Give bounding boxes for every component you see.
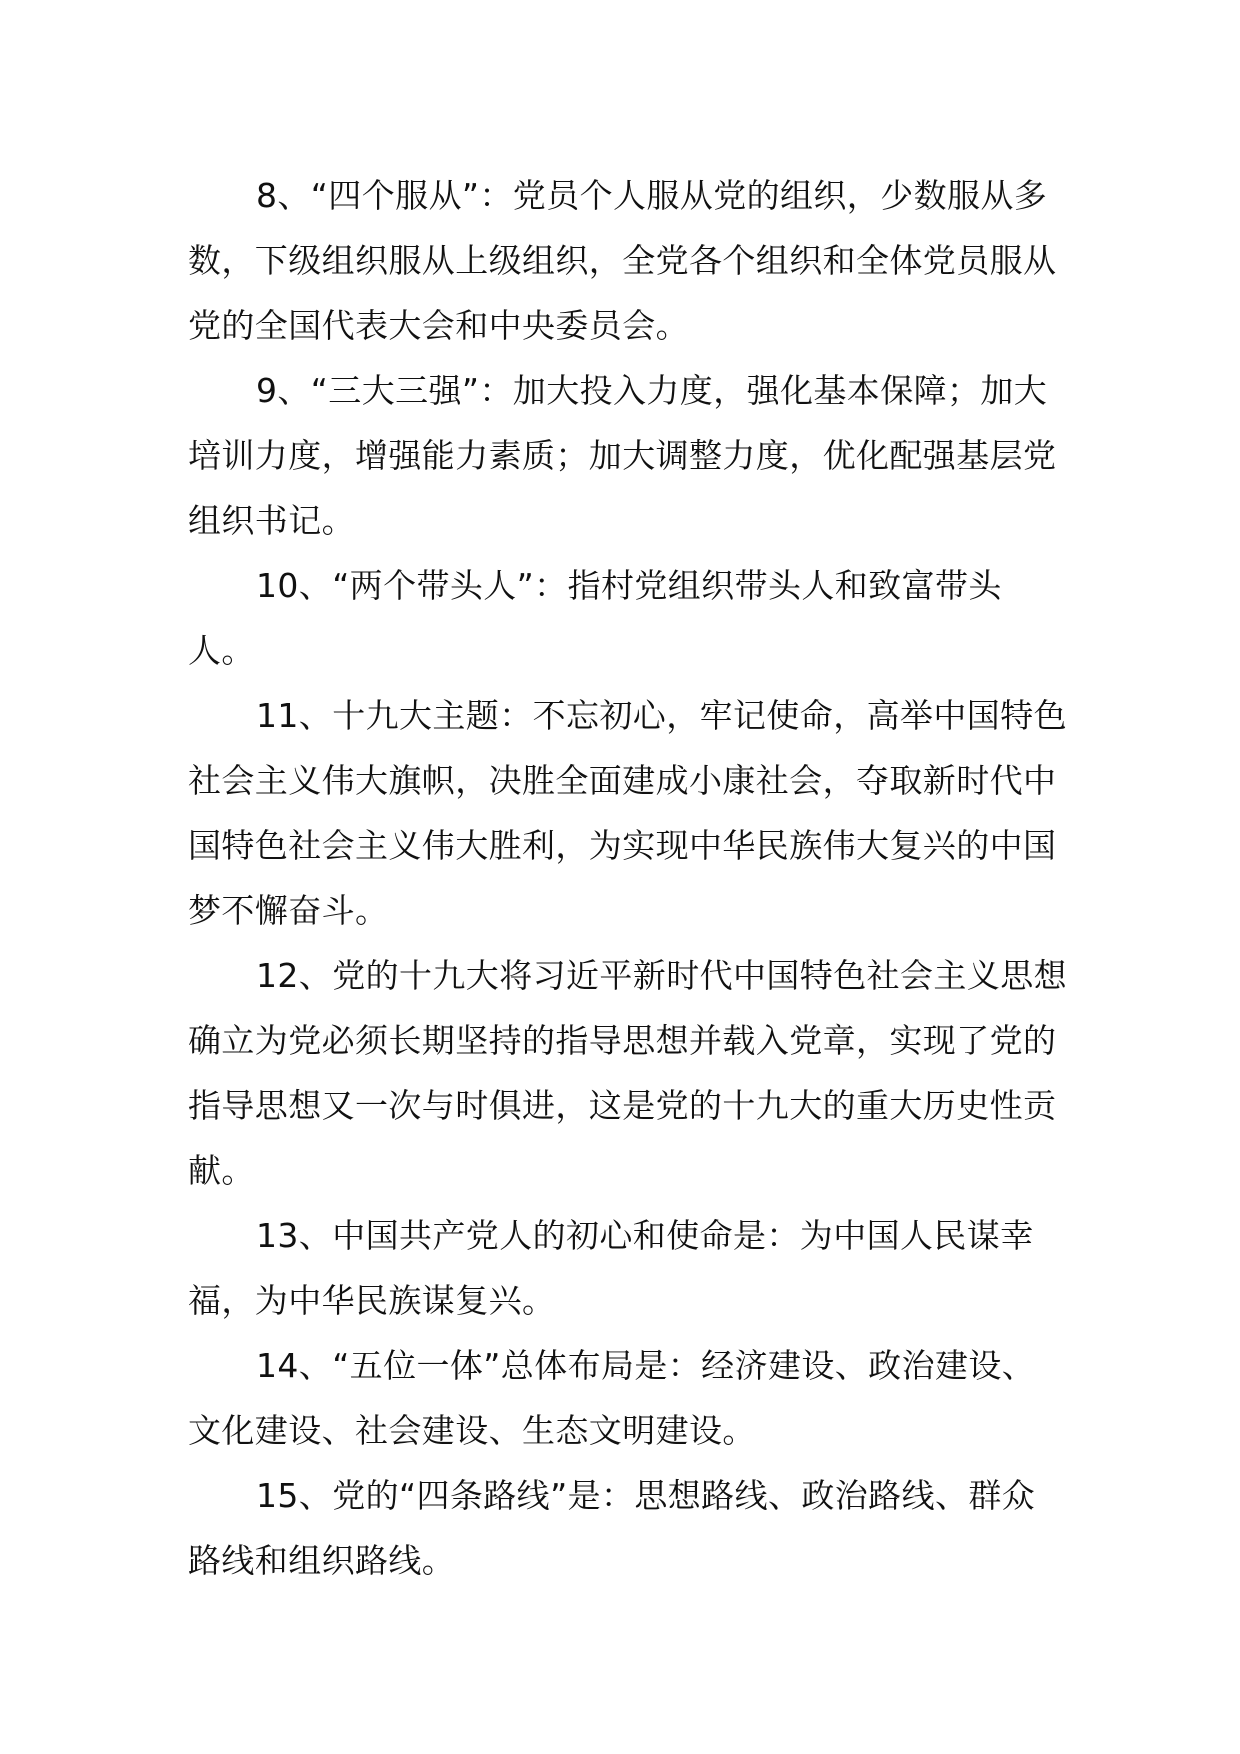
- document-body: [188, 163, 1068, 1593]
- paragraph-item-8: 8、“四个服从”：党员个人服从党的组织，少数服从多数，下级组织服从上级组织，全党各个组织和全体党员服从党的全国代表大会和中央委员会。: [188, 176, 1057, 345]
- paragraph-item-9: 9、“三大三强”：加大投入力度，强化基本保障；加大培训力度，增强能力素质；加大调整力度，优化配强基层党组织书记。: [188, 371, 1057, 540]
- paragraph-item-10: 10、“两个带头人”：指村党组织带头人和致富带头人。: [188, 566, 1002, 670]
- paragraph-item-13: 13、中国共产党人的初心和使命是：为中国人民谋幸福，为中华民族谋复兴。: [188, 1216, 1034, 1320]
- paragraph-item-12: 12、党的十九大将习近平新时代中国特色社会主义思想确立为党必须长期坚持的指导思想并载入党章，实现了党的指导思想又一次与时俱进，这是党的十九大的重大历史性贡献。: [188, 956, 1067, 1190]
- paragraph-item-14: 14、“五位一体”总体布局是：经济建设、政治建设、文化建设、社会建设、生态文明建设。: [188, 1346, 1036, 1450]
- paragraph-item-11: 11、十九大主题：不忘初心，牢记使命，高举中国特色社会主义伟大旗帜，决胜全面建成小康社会，夺取新时代中国特色社会主义伟大胜利，为实现中华民族伟大复兴的中国梦不懈奋斗。: [188, 696, 1067, 930]
- paragraph-item-15: 15、党的“四条路线”是：思想路线、政治路线、群众路线和组织路线。: [188, 1476, 1036, 1580]
